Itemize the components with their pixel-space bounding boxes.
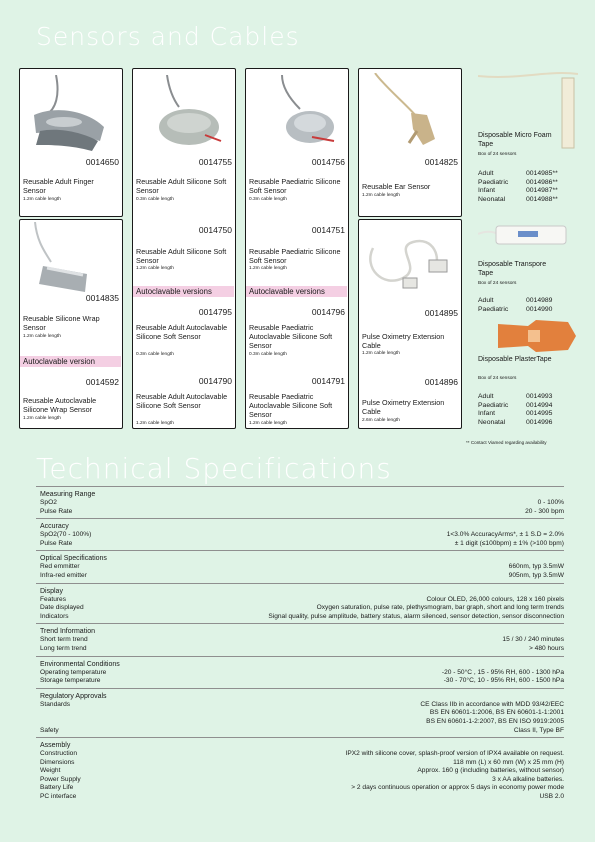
cable-length: 2.6m cable length bbox=[362, 418, 400, 423]
product-card-extension-cable[interactable] bbox=[358, 219, 462, 429]
spec-row: Date displayed Oxygen saturation, pulse rate, plethysmogram, bar graph, short and long term trends bbox=[40, 604, 564, 612]
product-name: Reusable Adult Finger Sensor bbox=[23, 177, 94, 195]
spec-row: Operating temperature -20 - 50°C , 15 - 95% RH, 600 - 1300 hPa bbox=[40, 668, 564, 676]
product-card-paediatric-soft[interactable] bbox=[245, 68, 349, 429]
spec-row: Safety Class II, Type BF bbox=[40, 726, 564, 734]
cable-length: 1.2m cable length bbox=[23, 197, 61, 202]
cable-length: 1.2m cable length bbox=[136, 266, 174, 271]
cable-length: 0.3m cable length bbox=[136, 197, 174, 202]
spec-row: Storage temperature -30 - 70°C, 10 - 95% RH, 600 - 1500 hPa bbox=[40, 677, 564, 685]
spec-group-title: Trend Information bbox=[40, 628, 95, 636]
spec-group-title: Regulatory Approvals bbox=[40, 692, 107, 700]
product-name: Reusable Adult Autoclavable Silicone Soft Sensor bbox=[136, 323, 228, 341]
disposable-name: Disposable Micro Foam Tape bbox=[478, 132, 552, 148]
product-code: 0014791 bbox=[311, 376, 345, 386]
spec-row: SpO2(70 - 100%) 1<3.0% AccuracyArms*, ± 1 S.D = 2.0% bbox=[40, 531, 564, 539]
product-code: 0014750 bbox=[198, 225, 232, 235]
variant-row: Paediatric 0014990 bbox=[478, 305, 553, 313]
product-name: Reusable Silicone Wrap Sensor bbox=[23, 314, 100, 332]
variant-table bbox=[478, 297, 552, 314]
product-name: Reusable Ear Sensor bbox=[362, 182, 431, 191]
ear-sensor-image bbox=[365, 73, 455, 153]
product-name: Reusable Paediatric Silicone Soft Sensor bbox=[249, 247, 341, 265]
finger-sensor-image bbox=[26, 75, 114, 155]
variant-row: Adult 0014993 bbox=[478, 393, 553, 400]
spec-group-title: Optical Specifications bbox=[40, 555, 107, 563]
spec-row: Long term trend > 480 hours bbox=[40, 644, 564, 652]
box-quantity: Box of 24 sensors bbox=[478, 281, 517, 286]
spec-group-optical bbox=[36, 550, 564, 582]
box-quantity: Box of 24 sensors bbox=[478, 376, 517, 381]
cable-length: 1.2m cable length bbox=[362, 351, 400, 356]
cable-length: 1.2m cable length bbox=[249, 266, 287, 271]
spec-group-title: Assembly bbox=[40, 742, 71, 750]
product-card-adult-finger[interactable] bbox=[19, 68, 123, 217]
cable-length: 1.2m cable length bbox=[362, 193, 400, 198]
plaster-tape-image bbox=[498, 318, 578, 354]
paediatric-sensor-image bbox=[252, 75, 342, 151]
spec-group-assembly bbox=[36, 737, 564, 804]
wrap-sensor-image bbox=[25, 222, 115, 294]
variant-table bbox=[478, 170, 558, 204]
spec-row: Indicators Signal quality, pulse amplitude, battery status, alarm silenced, sensor detection, sensor disconnection bbox=[40, 612, 564, 620]
page-title-tech-specs: Technical Specifications bbox=[36, 452, 392, 485]
product-name: Reusable Paediatric Silicone Soft Sensor bbox=[249, 177, 341, 195]
availability-note: ** Contact Viamed regarding availability bbox=[466, 440, 547, 445]
box-quantity: Box of 24 sensors bbox=[478, 152, 517, 157]
product-name: Pulse Oximetry Extension Cable bbox=[362, 398, 445, 416]
spec-group-display bbox=[36, 583, 564, 624]
cable-length: 0.3m cable length bbox=[136, 352, 174, 357]
product-code: 0014790 bbox=[198, 376, 232, 386]
product-code: 0014835 bbox=[85, 293, 119, 303]
spec-row: Power Supply 3 x AA alkaline batteries. bbox=[40, 775, 564, 783]
spec-row: Red emmitter 660nm, typ 3.5mW bbox=[40, 563, 564, 571]
spec-group-environment bbox=[36, 656, 564, 688]
spec-group-title: Display bbox=[40, 587, 63, 595]
cable-length: 0.3m cable length bbox=[249, 197, 287, 202]
product-name: Reusable Adult Autoclavable Silicone Soft Sensor bbox=[136, 392, 228, 410]
product-card-silicone-wrap[interactable] bbox=[19, 219, 123, 429]
variant-row: Neonatal 0014988** bbox=[478, 195, 558, 203]
spec-table bbox=[36, 486, 564, 804]
product-name: Reusable Adult Silicone Soft Sensor bbox=[136, 247, 227, 265]
spec-row: Battery Life > 2 days continuous operation or approx 5 days in economy power mode bbox=[40, 784, 564, 792]
spec-row: BS EN 60601-1:2006, BS EN 60601-1-1:2001 bbox=[429, 709, 564, 717]
spec-row: PC interface USB 2.0 bbox=[40, 793, 564, 801]
product-name: Reusable Paediatric Autoclavable Silicone Soft Sensor bbox=[249, 323, 333, 350]
cable-length: 1.2m cable length bbox=[249, 421, 287, 426]
disposable-name: Disposable PlasterTape bbox=[478, 356, 552, 363]
product-name: Reusable Autoclavable Silicone Wrap Sensor bbox=[23, 396, 97, 414]
product-code: 0014796 bbox=[311, 307, 345, 317]
spec-row: Pulse Rate 20 - 300 bpm bbox=[40, 507, 564, 515]
variant-row: Paediatric 0014986** bbox=[478, 178, 558, 186]
spec-row: Weight Approx. 160 g (including batteries, without sensor) bbox=[40, 767, 564, 775]
variant-row: Infant 0014987** bbox=[478, 187, 558, 194]
variant-row: Paediatric 0014994 bbox=[478, 401, 553, 409]
spec-group-accuracy bbox=[36, 518, 564, 550]
spec-group-measuring bbox=[36, 486, 564, 518]
product-name: Reusable Paediatric Autoclavable Silicone Soft Sensor bbox=[249, 392, 333, 419]
autoclavable-label: Autoclavable versions bbox=[133, 286, 234, 297]
autoclavable-label: Autoclavable version bbox=[20, 356, 121, 367]
product-card-adult-soft[interactable] bbox=[132, 68, 236, 429]
variant-row: Infant 0014995 bbox=[478, 410, 553, 417]
spec-group-regulatory bbox=[36, 688, 564, 737]
spec-group-title: Measuring Range bbox=[40, 491, 96, 498]
product-code: 0014756 bbox=[311, 157, 345, 167]
cable-length: 1.2m cable length bbox=[23, 334, 61, 339]
spec-row: Infra-red emitter 905nm, typ 3.5mW bbox=[40, 571, 564, 579]
spec-group-trend bbox=[36, 623, 564, 655]
product-code: 0014592 bbox=[85, 377, 119, 387]
transpore-tape-image bbox=[478, 222, 578, 252]
variant-row: Neonatal 0014996 bbox=[478, 418, 553, 426]
cable-length: 0.3m cable length bbox=[249, 352, 287, 357]
spec-row: Standards CE Class IIb in accordance with MDD 93/42/EEC bbox=[40, 700, 564, 708]
spec-row: BS EN 60601-1-2:2007, BS EN ISO 9919:2005 bbox=[426, 717, 564, 725]
page-title-sensors: Sensors and Cables bbox=[36, 22, 300, 51]
spec-row: Short term trend 15 / 30 / 240 minutes bbox=[40, 636, 564, 644]
disposable-name: Disposable Transpore Tape bbox=[478, 261, 547, 277]
soft-sensor-image bbox=[139, 75, 229, 151]
variant-table bbox=[478, 393, 552, 427]
product-code: 0014751 bbox=[311, 225, 345, 235]
spec-row: SpO2 0 - 100% bbox=[40, 499, 564, 506]
product-card-ear-sensor[interactable] bbox=[358, 68, 462, 217]
spec-row: Features Colour OLED, 26,000 colours, 128 x 160 pixels bbox=[40, 595, 564, 603]
autoclavable-label: Autoclavable versions bbox=[246, 286, 347, 297]
spec-row: Pulse Rate ± 1 digit (≤100bpm) ± 1% (>100 bpm) bbox=[40, 539, 564, 547]
variant-row: Adult 0014989 bbox=[478, 297, 553, 304]
product-name: Pulse Oximetry Extension Cable bbox=[362, 332, 445, 350]
cable-length: 1.2m cable length bbox=[23, 416, 61, 421]
spec-group-title: Accuracy bbox=[40, 523, 69, 531]
product-name: Reusable Adult Silicone Soft Sensor bbox=[136, 177, 227, 195]
product-code: 0014795 bbox=[198, 307, 232, 317]
product-code: 0014895 bbox=[424, 308, 458, 318]
spec-row: Dimensions 118 mm (L) x 60 mm (W) x 25 mm (H) bbox=[40, 758, 564, 766]
variant-row: Adult 0014985** bbox=[478, 170, 558, 177]
product-code: 0014755 bbox=[198, 157, 232, 167]
product-code: 0014896 bbox=[424, 377, 458, 387]
product-code: 0014650 bbox=[85, 157, 119, 167]
extension-cable-image bbox=[363, 228, 457, 300]
product-code: 0014825 bbox=[424, 157, 458, 167]
spec-row: Construction IPX2 with silicone cover, splash-proof version of IPX4 available on request. bbox=[40, 750, 564, 758]
cable-length: 1.2m cable length bbox=[136, 421, 174, 426]
spec-group-title: Environmental Conditions bbox=[40, 660, 120, 668]
